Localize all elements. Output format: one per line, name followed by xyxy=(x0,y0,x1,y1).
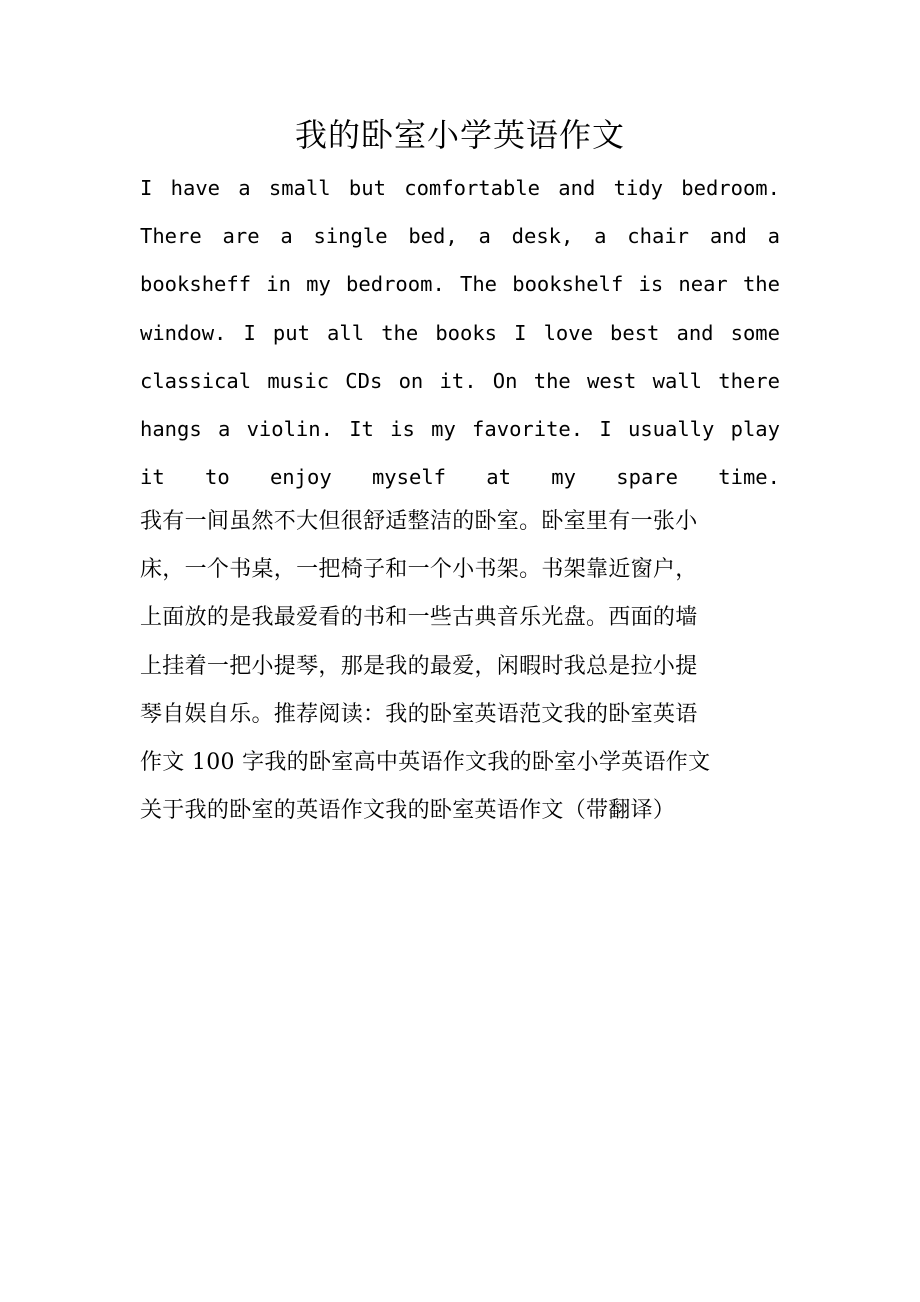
chinese-line: 作文 100 字我的卧室高中英语作文我的卧室小学英语作文 xyxy=(140,749,711,775)
chinese-line: 琴自娱自乐。推荐阅读：我的卧室英语范文我的卧室英语 xyxy=(140,701,698,727)
chinese-line: 关于我的卧室的英语作文我的卧室英语作文（带翻译） xyxy=(140,798,676,824)
english-line: classical music CDs on it. On the west wall there xyxy=(140,368,780,393)
chinese-line: 上面放的是我最爱看的书和一些古典音乐光盘。西面的墙 xyxy=(140,605,698,631)
english-line: hangs a violin. It is my favorite. I usually play xyxy=(140,416,780,441)
chinese-line: 上挂着一把小提琴，那是我的最爱，闲暇时我总是拉小提 xyxy=(140,653,698,679)
english-essay xyxy=(140,164,780,501)
english-line: There are a single bed, a desk, a chair and a xyxy=(140,224,780,249)
chinese-translation xyxy=(140,498,780,835)
chinese-line: 床，一个书桌，一把椅子和一个小书架。书架靠近窗户， xyxy=(140,557,698,583)
english-line: booksheff in my bedroom. The bookshelf is near the xyxy=(140,272,780,297)
english-line: I have a small but comfortable and tidy bedroom. xyxy=(140,176,780,200)
english-line: window. I put all the books I love best and some xyxy=(140,320,780,345)
document-title: 我的卧室小学英语作文 xyxy=(294,116,625,154)
chinese-line: 我有一间虽然不大但很舒适整洁的卧室。卧室里有一张小 xyxy=(140,509,698,534)
english-line: it to enjoy myself at my spare time. xyxy=(140,465,780,490)
